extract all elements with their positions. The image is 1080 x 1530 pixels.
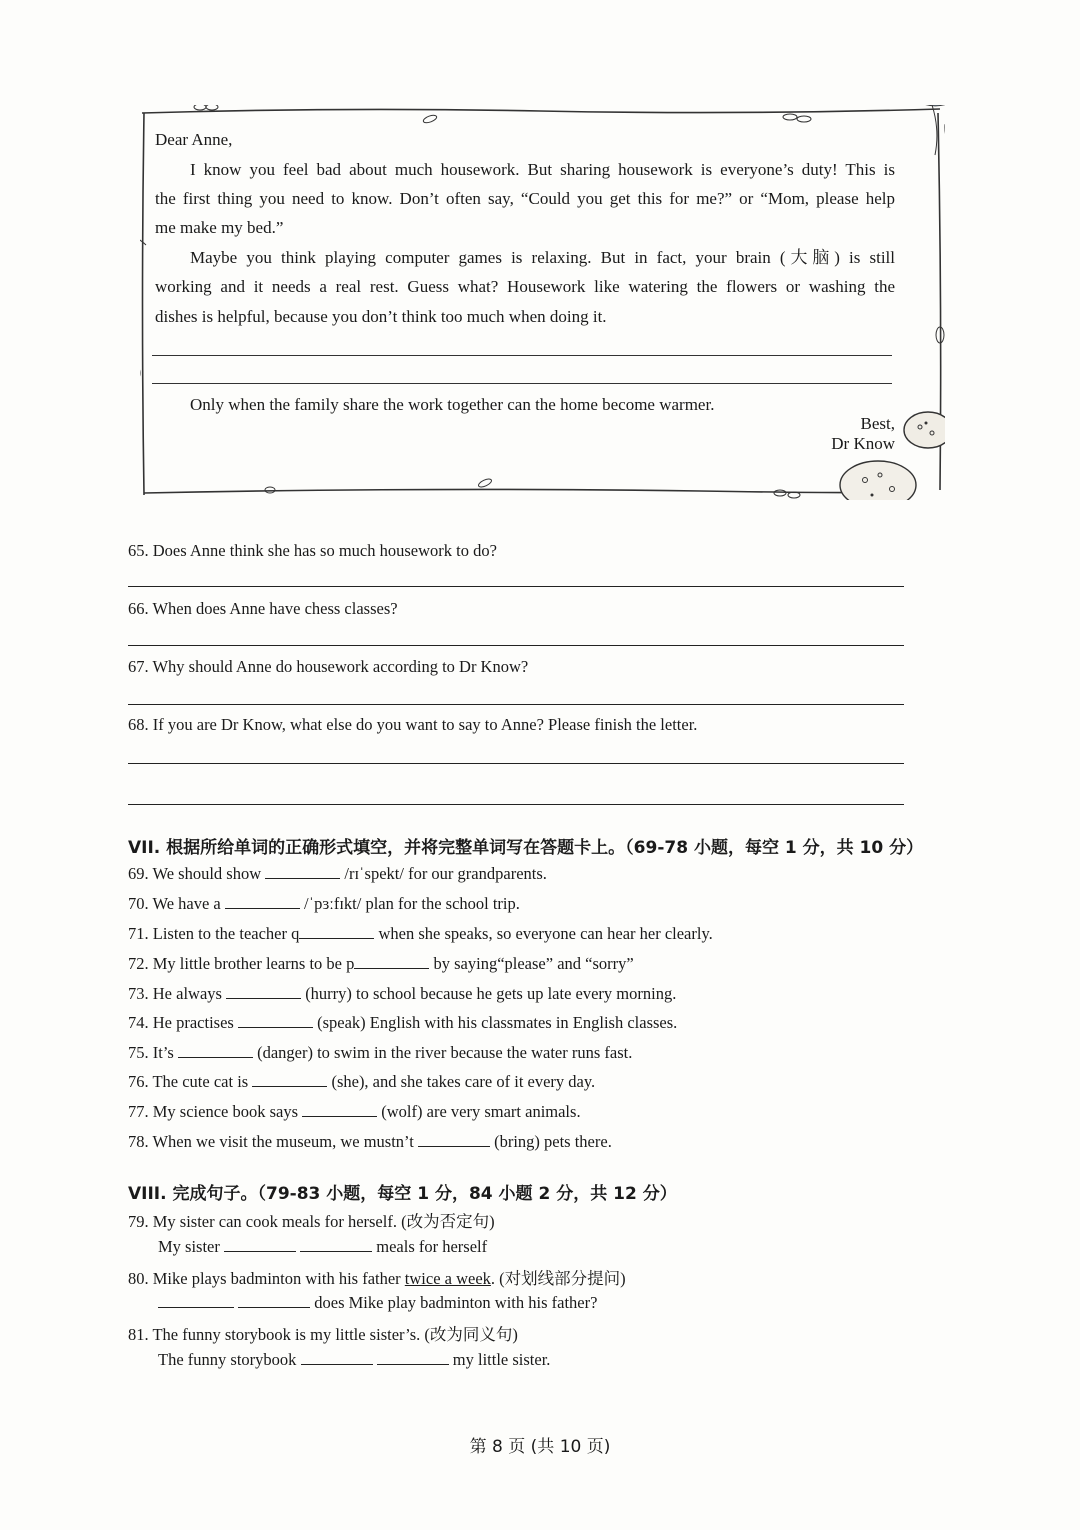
answer-line-68[interactable] xyxy=(128,763,904,764)
blank-81b[interactable] xyxy=(377,1350,449,1365)
question-66: 66. When does Anne have chess classes? xyxy=(128,599,398,618)
page-footer: 第 8 页 (共 10 页) xyxy=(469,1437,611,1457)
sentence-79-prompt: 79. My sister can cook meals for herself. (改为否定句) xyxy=(128,1212,495,1231)
sentence-81-answer: The funny storybook my little sister. xyxy=(158,1350,551,1369)
letter-writing-line[interactable] xyxy=(152,355,892,356)
blank-74[interactable] xyxy=(238,1013,313,1028)
fill-item-78: 78. When we visit the museum, we mustn’t (bring) pets there. xyxy=(128,1132,612,1151)
letter-box xyxy=(140,105,945,495)
fill-item-72: 72. My little brother learns to be p by saying“please” and “sorry” xyxy=(128,954,634,973)
fill-item-71: 71. Listen to the teacher q when she speaks, so everyone can hear her clearly. xyxy=(128,924,713,943)
blank-79a[interactable] xyxy=(224,1237,296,1252)
question-68: 68. If you are Dr Know, what else do you want to say to Anne? Please finish the letter. xyxy=(128,715,698,734)
fill-item-74: 74. He practises (speak) English with his classmates in English classes. xyxy=(128,1013,678,1032)
section-vii-title: VII. 根据所给单词的正确形式填空，并将完整单词写在答题卡上。（69-78 小题，每空 1 分，共 10 分） xyxy=(128,838,924,858)
blank-79b[interactable] xyxy=(300,1237,372,1252)
letter-text-line: the first thing you need to know. Don’t often say, “Could you get this for me?” or “Mom, please help xyxy=(155,189,895,208)
letter-signoff: Best, xyxy=(860,414,895,433)
underlined-phrase: twice a week xyxy=(404,1269,491,1288)
letter-text-line: dishes is helpful, because you don’t think too much when doing it. xyxy=(155,307,607,326)
blank-73[interactable] xyxy=(226,984,301,999)
answer-line-66[interactable] xyxy=(128,645,904,646)
letter-closing-line: Only when the family share the work together can the home become warmer. xyxy=(190,395,715,414)
answer-line-65[interactable] xyxy=(128,586,904,587)
letter-signature: Dr Know xyxy=(831,434,895,453)
letter-text-line: working and it needs a real rest. Guess what? Housework like watering the flowers or washing the xyxy=(155,277,895,296)
blank-72[interactable] xyxy=(354,954,429,969)
blank-69[interactable] xyxy=(265,864,340,879)
section-viii-title: VIII. 完成句子。（79-83 小题，每空 1 分，84 小题 2 分，共 12 分） xyxy=(128,1184,677,1204)
sentence-79-answer: My sister meals for herself xyxy=(158,1237,488,1256)
letter-text-line: I know you feel bad about much housework. But sharing housework is everyone’s duty! This is xyxy=(190,160,895,179)
blank-75[interactable] xyxy=(178,1043,253,1058)
letter-salutation: Dear Anne, xyxy=(155,130,233,149)
question-65: 65. Does Anne think she has so much housework to do? xyxy=(128,541,497,560)
blank-81a[interactable] xyxy=(301,1350,373,1365)
sentence-81-prompt: 81. The funny storybook is my little sister’s. (改为同义句) xyxy=(128,1325,518,1344)
blank-80b[interactable] xyxy=(238,1293,310,1308)
fill-item-75: 75. It’s (danger) to swim in the river because the water runs fast. xyxy=(128,1043,633,1062)
fill-item-73: 73. He always (hurry) to school because he gets up late every morning. xyxy=(128,984,677,1003)
blank-77[interactable] xyxy=(302,1102,377,1117)
blank-70[interactable] xyxy=(225,894,300,909)
fill-item-69: 69. We should show /rɪˈspekt/ for our grandparents. xyxy=(128,864,547,883)
letter-text-line: me make my bed.” xyxy=(155,218,284,237)
sentence-80-answer: does Mike play badminton with his father? xyxy=(158,1293,597,1313)
fill-item-77: 77. My science book says (wolf) are very smart animals. xyxy=(128,1102,581,1121)
answer-line-67[interactable] xyxy=(128,704,904,705)
answer-line-68b[interactable] xyxy=(128,804,904,805)
blank-80a[interactable] xyxy=(158,1293,234,1308)
blank-78[interactable] xyxy=(418,1132,490,1147)
fill-item-70: 70. We have a /ˈpɜːfɪkt/ plan for the school trip. xyxy=(128,894,520,913)
question-67: 67. Why should Anne do housework according to Dr Know? xyxy=(128,657,529,676)
blank-71[interactable] xyxy=(299,924,374,939)
letter-text-line: Maybe you think playing computer games is relaxing. But in fact, your brain (大脑) is still xyxy=(190,248,895,267)
letter-writing-line[interactable] xyxy=(152,383,892,384)
fill-item-76: 76. The cute cat is (she), and she takes care of it every day. xyxy=(128,1072,596,1091)
sentence-80-prompt: 80. Mike plays badminton with his father twice a week. (对划线部分提问) xyxy=(128,1269,626,1288)
blank-76[interactable] xyxy=(252,1072,327,1087)
